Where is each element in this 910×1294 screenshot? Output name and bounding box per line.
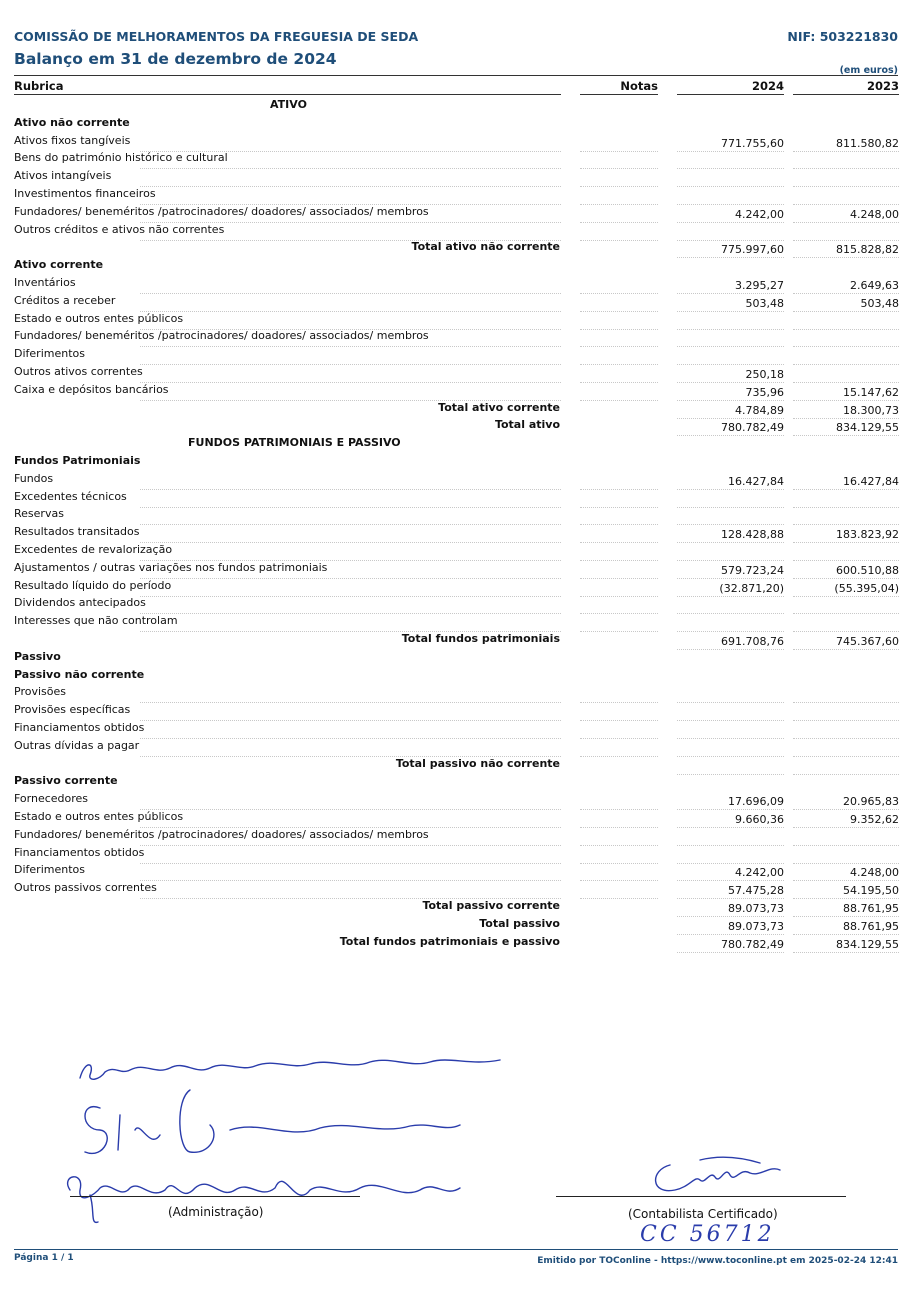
row-label: Ajustamentos / outras variações nos fundos patrimoniais [14, 560, 328, 574]
total-row [0, 401, 910, 419]
nif-number: NIF: 503221830 [787, 29, 898, 44]
value-2024: 780.782,49 [721, 421, 784, 435]
row-label: Caixa e depósitos bancários [14, 382, 169, 396]
column-underline-2024 [677, 94, 784, 95]
row-label: Créditos a receber [14, 293, 116, 307]
table-row [0, 614, 910, 632]
row-label: Financiamentos obtidos [14, 845, 145, 859]
row-label: Total fundos patrimoniais e passivo [339, 934, 560, 948]
total-row [0, 757, 910, 775]
table-row [0, 507, 910, 525]
value-2024: 503,48 [745, 296, 784, 310]
row-label: Total passivo corrente [422, 899, 560, 912]
page-number: Página 1 / 1 [14, 1253, 74, 1263]
row-label: Estado e outros entes públicos [14, 810, 184, 823]
table-row [0, 365, 910, 383]
row-label: Interesses que não controlam [14, 614, 178, 628]
value-2024: 16.427,84 [728, 474, 784, 488]
table-row [0, 596, 910, 614]
table-row [0, 739, 910, 757]
value-2023: 4.248,00 [850, 866, 899, 880]
value-2024: 4.242,00 [735, 866, 784, 880]
row-label: Diferimentos [14, 347, 85, 361]
accountant-number: CC 56712 [640, 1222, 775, 1247]
row-label: FUNDOS PATRIMONIAIS E PASSIVO [188, 436, 401, 450]
value-2024: (32.871,20) [719, 581, 784, 595]
section-heading [0, 454, 910, 472]
row-label: Outras dívidas a pagar [14, 738, 140, 752]
table-row [0, 881, 910, 899]
row-label: Reservas [14, 507, 64, 521]
row-label: Total ativo não corrente [411, 240, 560, 254]
column-header-2023: 2023 [866, 79, 899, 93]
section-heading [0, 258, 910, 276]
table-row [0, 846, 910, 864]
row-label: Outros créditos e ativos não correntes [14, 222, 225, 236]
row-label: Bens do património histórico e cultural [14, 151, 228, 165]
value-2023: 834.129,55 [836, 937, 899, 951]
row-label: Total fundos patrimoniais [401, 632, 560, 645]
value-2024: 771.755,60 [721, 136, 784, 150]
table-row [0, 490, 910, 508]
table-row [0, 151, 910, 169]
value-2024: 250,18 [745, 368, 784, 381]
row-label: Ativo corrente [14, 258, 104, 272]
total-row [0, 632, 910, 650]
row-label: Fundadores/ beneméritos /patrocinadores/ doadores/ associados/ membros [14, 827, 429, 841]
table-row [0, 792, 910, 810]
table-row [0, 276, 910, 294]
value-2024: 579.723,24 [721, 563, 784, 577]
organization-name: COMISSÃO DE MELHORAMENTOS DA FREGUESIA DE SEDA [14, 29, 419, 44]
total-row [0, 240, 910, 258]
document-title: Balanço em 31 de dezembro de 2024 [14, 50, 337, 68]
row-label: Estado e outros entes públicos [14, 311, 184, 325]
table-row [0, 312, 910, 330]
row-label: Passivo [14, 649, 61, 663]
row-label: Ativo não corrente [14, 115, 130, 129]
section-heading [0, 98, 910, 116]
value-2024: 3.295,27 [735, 279, 784, 292]
value-2023: 600.510,88 [836, 563, 899, 577]
value-2023: 9.352,62 [850, 813, 899, 826]
value-2024: 128.428,88 [721, 528, 784, 542]
table-row [0, 561, 910, 579]
column-header-notas: Notas [620, 79, 658, 93]
value-2023: 745.367,60 [836, 635, 899, 648]
table-row [0, 187, 910, 205]
row-label: Fundadores/ beneméritos /patrocinadores/ doadores/ associados/ membros [14, 329, 429, 343]
value-2024: 775.997,60 [721, 243, 784, 257]
value-2023: 811.580,82 [836, 136, 899, 150]
column-header-rubrica: Rubrica [14, 79, 64, 93]
value-2024: 4.784,89 [735, 403, 784, 417]
value-2023: 20.965,83 [843, 795, 899, 809]
value-2023: 4.248,00 [850, 207, 899, 221]
table-row [0, 205, 910, 223]
row-label: Resultado líquido do período [14, 578, 172, 592]
row-label: Excedentes técnicos [14, 489, 127, 503]
total-row [0, 935, 910, 953]
row-label: Total ativo corrente [438, 400, 560, 414]
value-2023: 18.300,73 [843, 403, 899, 417]
row-label: Investimentos financeiros [14, 187, 156, 200]
value-2024: 89.073,73 [728, 902, 784, 915]
value-2023: 183.823,92 [836, 528, 899, 542]
row-label: Total passivo não corrente [395, 756, 560, 770]
value-2023: 834.129,55 [836, 421, 899, 435]
row-label: Total passivo [479, 916, 560, 930]
section-heading [0, 774, 910, 792]
row-label: Fundos Patrimoniais [14, 454, 141, 467]
row-label: Outros passivos correntes [14, 881, 157, 895]
table-row [0, 863, 910, 881]
administration-signature-line [70, 1196, 360, 1197]
administration-signatures [60, 1040, 530, 1230]
value-2024: 9.660,36 [735, 813, 784, 826]
row-label: Inventários [14, 276, 76, 289]
row-label: Outros ativos correntes [14, 365, 143, 378]
value-2023: 503,48 [860, 296, 899, 310]
table-row [0, 721, 910, 739]
value-2024: 57.475,28 [728, 884, 784, 898]
total-row [0, 418, 910, 436]
table-row [0, 472, 910, 490]
value-2024: 17.696,09 [728, 795, 784, 809]
header-divider [14, 75, 898, 76]
value-2024: 735,96 [745, 385, 784, 399]
table-row [0, 579, 910, 597]
table-row [0, 329, 910, 347]
value-2023: 88.761,95 [843, 919, 899, 933]
dotted-rule [677, 952, 784, 953]
section-heading [0, 116, 910, 134]
value-2024: 4.242,00 [735, 207, 784, 221]
row-label: ATIVO [270, 98, 307, 111]
table-row [0, 294, 910, 312]
row-label: Excedentes de revalorização [14, 543, 173, 556]
total-row [0, 917, 910, 935]
value-2023: 2.649,63 [850, 279, 899, 292]
row-label: Passivo corrente [14, 774, 118, 788]
row-label: Diferimentos [14, 863, 85, 877]
table-row [0, 685, 910, 703]
table-row [0, 134, 910, 152]
table-row [0, 543, 910, 561]
column-header-2024: 2024 [751, 79, 784, 93]
row-label: Provisões específicas [14, 703, 131, 717]
value-2024: 691.708,76 [721, 635, 784, 648]
table-row [0, 169, 910, 187]
section-heading [0, 650, 910, 668]
table-row [0, 828, 910, 846]
section-heading [0, 436, 910, 454]
table-row [0, 223, 910, 241]
table-row [0, 703, 910, 721]
currency-unit: (em euros) [839, 65, 898, 76]
value-2023: 16.427,84 [843, 474, 899, 488]
row-label: Fundadores/ beneméritos /patrocinadores/ doadores/ associados/ membros [14, 204, 429, 218]
row-label: Passivo não corrente [14, 667, 145, 681]
row-label: Dividendos antecipados [14, 596, 146, 610]
value-2023: 815.828,82 [836, 243, 899, 257]
total-row [0, 899, 910, 917]
dotted-rule [793, 952, 899, 953]
section-heading [0, 668, 910, 686]
column-underline-rubrica [14, 94, 561, 95]
administration-label: (Administração) [168, 1205, 264, 1219]
row-label: Resultados transitados [14, 525, 140, 539]
row-label: Fornecedores [14, 792, 89, 806]
value-2023: 88.761,95 [843, 902, 899, 915]
row-label: Provisões [14, 685, 66, 699]
row-label: Total ativo [494, 418, 560, 432]
table-row [0, 383, 910, 401]
value-2023: 15.147,62 [843, 385, 899, 399]
footer-divider [14, 1249, 898, 1250]
row-label: Ativos fixos tangíveis [14, 133, 131, 147]
column-underline-2023 [793, 94, 899, 95]
value-2023: (55.395,04) [834, 581, 899, 595]
row-label: Financiamentos obtidos [14, 721, 145, 734]
accountant-signature-line [556, 1196, 846, 1197]
column-underline-notas [580, 94, 658, 95]
value-2024: 89.073,73 [728, 919, 784, 933]
row-label: Ativos intangíveis [14, 169, 112, 183]
value-2024: 780.782,49 [721, 937, 784, 951]
row-label: Fundos [14, 471, 54, 485]
emission-info: Emitido por TOConline - https://www.toconline.pt em 2025-02-24 12:41 [537, 1256, 898, 1266]
table-row [0, 525, 910, 543]
table-row [0, 347, 910, 365]
table-row [0, 810, 910, 828]
value-2023: 54.195,50 [843, 884, 899, 898]
accountant-label: (Contabilista Certificado) [628, 1207, 778, 1221]
